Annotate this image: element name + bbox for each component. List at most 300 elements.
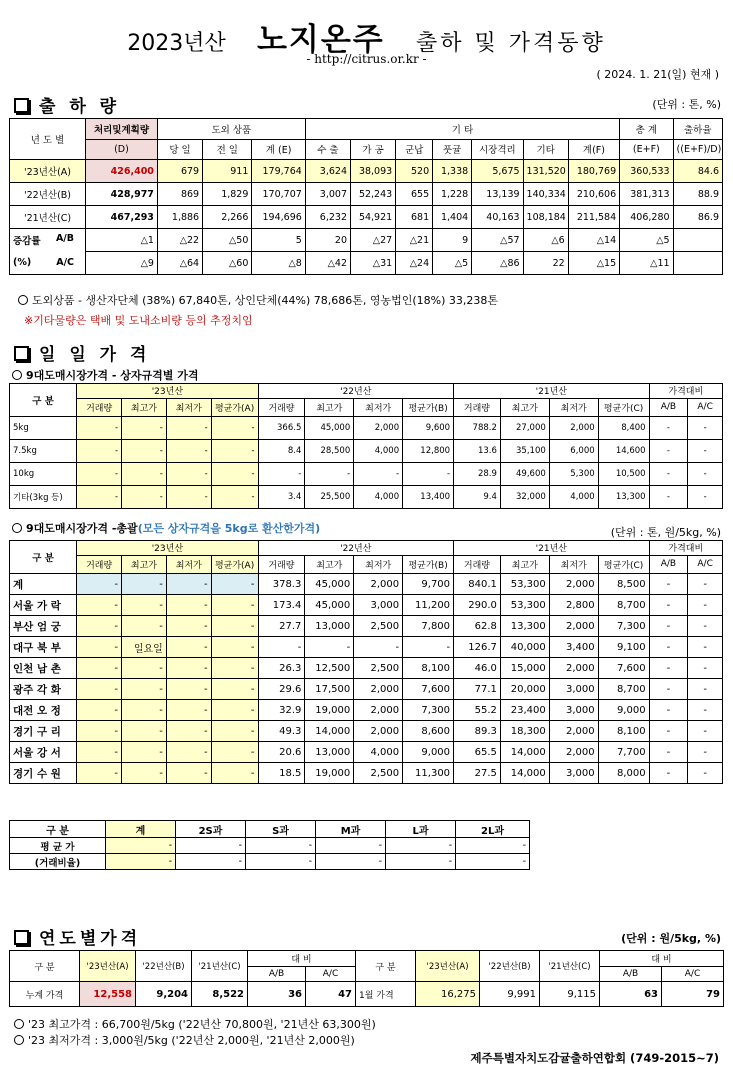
table-cell: - [316, 838, 386, 854]
col-year: '23년산(A) [80, 951, 136, 982]
table-cell: 27,000 [500, 417, 549, 440]
price-row [10, 679, 723, 700]
table-cell: 36 [248, 982, 306, 1007]
col-compare: 대 비 [600, 951, 724, 967]
table-cell: - [211, 721, 258, 742]
table-cell: 9,000 [598, 700, 649, 721]
table-cell: 1,228 [433, 183, 472, 206]
circle-bullet-icon [14, 1035, 24, 1045]
col-compare: 대 비 [248, 951, 356, 967]
table-cell: - [211, 440, 258, 463]
table-cell: △21 [396, 229, 433, 252]
table-cell: - [211, 658, 258, 679]
col-sub-header: 당 일 [157, 139, 202, 160]
table-cell: 8.4 [258, 440, 305, 463]
col-year: '21년산(C) [540, 951, 600, 982]
table-cell: - [77, 616, 122, 637]
table-cell: 2,800 [549, 595, 598, 616]
table-cell: 2,000 [549, 742, 598, 763]
header-row [10, 384, 723, 399]
table-cell: 28.9 [454, 463, 501, 486]
table-cell: 2,000 [354, 417, 403, 440]
col-grade: S과 [246, 821, 316, 838]
table-cell: 681 [396, 206, 433, 229]
table-cell: 12,500 [305, 658, 354, 679]
annual-row [10, 982, 724, 1007]
table-cell: - [211, 679, 258, 700]
table-cell: 11,300 [403, 763, 454, 784]
table-cell: 3.4 [258, 486, 305, 509]
table-cell: 2,000 [354, 721, 403, 742]
table-cell: 32.9 [258, 700, 305, 721]
table-cell: 428,977 [86, 183, 158, 206]
table-cell: 13,300 [598, 486, 649, 509]
table-cell: - [649, 616, 688, 637]
table-cell: 140,334 [523, 183, 568, 206]
col-year: 년 도 별 [10, 119, 86, 160]
table-cell: 2,500 [354, 658, 403, 679]
table-cell [673, 252, 722, 275]
table-cell: - [122, 595, 167, 616]
table-cell: 12,800 [403, 440, 454, 463]
shipment-row [10, 206, 723, 229]
col-grade: 2L과 [456, 821, 530, 838]
table-cell: 13,000 [305, 616, 354, 637]
table-cell: - [688, 417, 723, 440]
table-cell: △50 [203, 229, 252, 252]
table-cell: - [122, 616, 167, 637]
col-total: 총 계 [620, 119, 673, 140]
table-cell: 20,000 [500, 679, 549, 700]
table-cell: 8,600 [403, 721, 454, 742]
col-year-group: '22년산 [258, 541, 454, 556]
table-cell: - [649, 417, 688, 440]
table-cell: 79 [662, 982, 724, 1007]
table-cell: △64 [157, 252, 202, 275]
table-cell: △8 [252, 252, 305, 275]
row-label: 평 균 가 [10, 838, 106, 854]
table-cell: 5 [252, 229, 305, 252]
spec-table-title: 9대도매시장가격 - 상자규격별 가격 [12, 367, 198, 383]
table-cell: △1 [86, 229, 158, 252]
table-cell: 9,100 [598, 637, 649, 658]
table-cell: - [77, 463, 122, 486]
row-label: 부산 엄 궁 [10, 616, 77, 637]
table-cell: 5,300 [549, 463, 598, 486]
table-cell: 7,800 [403, 616, 454, 637]
price-row [10, 721, 723, 742]
table-cell: - [77, 486, 122, 509]
col-year-group: '21년산 [454, 541, 650, 556]
col-gubun: 구 분 [10, 951, 80, 982]
annual-note-max: '23 최고가격 : 66,700원/5kg ('22년산 70,800원, '21년산 63,300원) [14, 1016, 376, 1032]
col-sub-header: A/B [649, 398, 688, 416]
table-cell: - [106, 854, 176, 870]
table-cell: - [649, 637, 688, 658]
row-label: 경기 수 원 [10, 763, 77, 784]
table-cell: - [688, 742, 723, 763]
table-cell: - [166, 742, 211, 763]
col-sub-header: 군납 [396, 139, 433, 160]
table-cell: 360,533 [620, 160, 673, 183]
col-sub-header: 평균가(B) [403, 555, 454, 573]
table-cell: △57 [472, 229, 523, 252]
header-row [10, 398, 723, 416]
change-label: 증감률 [13, 236, 41, 248]
table-cell: △5 [433, 252, 472, 275]
col-year: '22년산(B) [480, 951, 540, 982]
row-label: 누계 가격 [10, 982, 80, 1007]
col-sub-header: 거래량 [258, 398, 305, 416]
price-row [10, 595, 723, 616]
col-sub-header: 최고가 [305, 555, 354, 573]
col-sub-header: 거래량 [454, 398, 501, 416]
col-sub-header: 최저가 [166, 555, 211, 573]
col-outside: 도외 상품 [157, 119, 305, 140]
market-table-title-note: (모든 상자규격을 5kg로 환산한가격) [137, 522, 321, 535]
table-cell: - [649, 700, 688, 721]
col-total-ef: (E+F) [620, 139, 673, 160]
table-cell: 22 [523, 252, 568, 275]
change-pct [10, 252, 86, 275]
col-sub-header: 계(F) [568, 139, 619, 160]
row-label: 계 [10, 574, 77, 595]
shipment-unit: (단위 : 톤, %) [652, 98, 721, 111]
table-cell: 6,232 [305, 206, 350, 229]
col-year: '22년산(B) [136, 951, 192, 982]
table-cell: 63 [600, 982, 662, 1007]
table-cell: 2,000 [549, 417, 598, 440]
market-unit: (단위 : 톤, 원/5kg, %) [610, 526, 721, 539]
col-sub-header: 거래량 [454, 555, 501, 573]
col-plan: 처리및계획량 [86, 119, 158, 140]
col-year-group: '23년산 [77, 541, 258, 556]
header-row [10, 555, 723, 573]
table-cell: 8,522 [192, 982, 248, 1007]
table-cell: 2,000 [549, 721, 598, 742]
table-cell: - [688, 637, 723, 658]
table-cell: - [649, 658, 688, 679]
sub-title: 출하 및 가격동향 [415, 31, 606, 56]
col-year-group: '21년산 [454, 384, 650, 399]
col-sub-header: 최고가 [305, 398, 354, 416]
table-cell: 28,500 [305, 440, 354, 463]
col-grade: L과 [386, 821, 456, 838]
table-cell: 12,558 [80, 982, 136, 1007]
table-cell: - [77, 595, 122, 616]
shipment-row [10, 160, 723, 183]
table-cell: 2,000 [354, 679, 403, 700]
table-cell: 467,293 [86, 206, 158, 229]
table-cell: 40,163 [472, 206, 523, 229]
col-sub-header: A/B [649, 555, 688, 573]
checkbox-icon [14, 346, 29, 361]
table-cell: - [403, 463, 454, 486]
table-cell: - [649, 721, 688, 742]
col-gubun: 구 분 [356, 951, 416, 982]
table-cell: 25,500 [305, 486, 354, 509]
table-cell: - [688, 595, 723, 616]
table-cell: 13.6 [454, 440, 501, 463]
price-row [10, 700, 723, 721]
col-sub-header: A/B [248, 966, 306, 982]
table-cell: 11,200 [403, 595, 454, 616]
table-cell: 14,000 [500, 742, 549, 763]
price-row [10, 463, 723, 486]
col-sub-header: 최고가 [500, 555, 549, 573]
price-row [10, 440, 723, 463]
table-cell: 9,204 [136, 982, 192, 1007]
table-cell: 45,000 [305, 417, 354, 440]
shipment-row [10, 183, 723, 206]
table-cell: - [688, 574, 723, 595]
grade-price-table [9, 820, 530, 870]
table-cell: 84.6 [673, 160, 722, 183]
table-cell: - [122, 742, 167, 763]
col-grade: 계 [106, 821, 176, 838]
table-cell: - [122, 486, 167, 509]
table-cell: - [122, 763, 167, 784]
table-cell: - [122, 417, 167, 440]
table-cell: 45,000 [305, 595, 354, 616]
price-row [10, 486, 723, 509]
row-label: 대구 북 부 [10, 637, 77, 658]
table-cell: 18,300 [500, 721, 549, 742]
table-cell: 26.3 [258, 658, 305, 679]
table-cell: - [166, 486, 211, 509]
table-cell: - [688, 721, 723, 742]
table-cell: 426,400 [86, 160, 158, 183]
price-row [10, 417, 723, 440]
table-cell: 2,266 [203, 206, 252, 229]
table-cell: - [176, 854, 246, 870]
shipment-section-title: 출 하 량 [14, 92, 120, 117]
table-cell: - [122, 574, 167, 595]
table-cell: 18.5 [258, 763, 305, 784]
table-cell: - [354, 463, 403, 486]
table-cell: - [77, 763, 122, 784]
table-cell: - [688, 679, 723, 700]
row-label: 인천 남 촌 [10, 658, 77, 679]
table-cell: - [258, 463, 305, 486]
table-cell: 45,000 [305, 574, 354, 595]
table-cell: 13,400 [403, 486, 454, 509]
table-cell: 3,000 [549, 700, 598, 721]
table-cell: 7,700 [598, 742, 649, 763]
table-cell: - [122, 658, 167, 679]
table-cell: 1,886 [157, 206, 202, 229]
price-row [10, 616, 723, 637]
circle-bullet-icon [12, 370, 22, 380]
col-compare: 가격대비 [649, 541, 722, 556]
table-cell: - [77, 721, 122, 742]
table-cell: - [211, 463, 258, 486]
col-year-group: '22년산 [258, 384, 454, 399]
annual-unit: (단위 : 원/5kg, %) [621, 932, 721, 945]
table-cell: 788.2 [454, 417, 501, 440]
col-gubun: 구 분 [10, 384, 77, 417]
change-row-label: A/C [56, 257, 75, 269]
table-cell: 679 [157, 160, 202, 183]
table-cell: - [649, 763, 688, 784]
row-label: (거래비율) [10, 854, 106, 870]
table-cell: - [649, 463, 688, 486]
table-cell: 3,007 [305, 183, 350, 206]
annual-price-table [9, 950, 724, 1007]
table-cell: - [166, 679, 211, 700]
table-cell: △86 [472, 252, 523, 275]
table-cell: 2,000 [354, 574, 403, 595]
table-cell: 9,700 [403, 574, 454, 595]
table-cell: △9 [86, 252, 158, 275]
col-sub-header: A/B [600, 966, 662, 982]
price-row [10, 658, 723, 679]
table-cell: 15,000 [500, 658, 549, 679]
col-year: '21년산(C) [192, 951, 248, 982]
table-cell: 2,000 [549, 574, 598, 595]
table-cell: - [166, 637, 211, 658]
table-cell: - [77, 637, 122, 658]
table-cell: 6,000 [549, 440, 598, 463]
table-cell: 53,300 [500, 595, 549, 616]
site-url[interactable]: - http://citrus.or.kr - [306, 52, 427, 66]
table-cell: 38,093 [351, 160, 396, 183]
table-cell: - [77, 742, 122, 763]
table-cell: - [166, 595, 211, 616]
table-cell: △60 [203, 252, 252, 275]
col-sub-header: 평균가(A) [211, 398, 258, 416]
table-cell: 14,600 [598, 440, 649, 463]
table-cell: 170,707 [252, 183, 305, 206]
table-cell: 1,404 [433, 206, 472, 229]
table-cell: - [688, 440, 723, 463]
row-label: 서울 강 서 [10, 742, 77, 763]
table-cell: - [649, 486, 688, 509]
table-cell: 3,000 [549, 679, 598, 700]
col-sub-header: 전 일 [203, 139, 252, 160]
change-row-label: A/B [55, 233, 75, 245]
table-cell: 126.7 [454, 637, 501, 658]
table-cell: - [456, 854, 530, 870]
table-cell: 13,000 [305, 742, 354, 763]
col-sub-header: A/C [662, 966, 724, 982]
table-cell: 9 [433, 229, 472, 252]
table-cell: - [166, 440, 211, 463]
table-cell: - [166, 721, 211, 742]
table-cell: 173.4 [258, 595, 305, 616]
table-cell: 9,600 [403, 417, 454, 440]
table-cell: - [649, 595, 688, 616]
table-cell: 일요일 [122, 637, 167, 658]
table-cell: 840.1 [454, 574, 501, 595]
table-cell: 86.9 [673, 206, 722, 229]
table-cell: 9,991 [480, 982, 540, 1007]
table-cell: 8,100 [598, 721, 649, 742]
table-cell: 8,700 [598, 679, 649, 700]
table-cell: 52,243 [351, 183, 396, 206]
col-sub-header: 최저가 [549, 398, 598, 416]
table-cell: 8,700 [598, 595, 649, 616]
table-cell: - [386, 838, 456, 854]
table-cell: 54,921 [351, 206, 396, 229]
spec-price-table [9, 383, 723, 509]
price-row [10, 763, 723, 784]
table-cell: 77.1 [454, 679, 501, 700]
table-cell: △31 [351, 252, 396, 275]
table-cell: - [166, 463, 211, 486]
table-cell: 131,520 [523, 160, 568, 183]
table-cell: 55.2 [454, 700, 501, 721]
table-cell: - [77, 440, 122, 463]
row-year: '23년산(A) [10, 160, 86, 183]
col-rate-f: ((E+F)/D) [673, 139, 722, 160]
table-cell: - [211, 742, 258, 763]
table-cell: 19,000 [305, 700, 354, 721]
table-cell: - [211, 616, 258, 637]
table-cell: 46.0 [454, 658, 501, 679]
annual-section-title: 연도별가격 [14, 924, 141, 949]
table-cell: 8,100 [403, 658, 454, 679]
price-row [10, 742, 723, 763]
col-grade: M과 [316, 821, 386, 838]
table-cell: 108,184 [523, 206, 568, 229]
table-cell: 23,400 [500, 700, 549, 721]
shipment-table [9, 118, 723, 275]
table-cell: 194,696 [252, 206, 305, 229]
table-cell: 8,000 [598, 763, 649, 784]
table-cell: - [211, 763, 258, 784]
row-year: '22년산(B) [10, 183, 86, 206]
table-cell: 4,000 [354, 742, 403, 763]
circle-bullet-icon [18, 295, 28, 305]
table-cell: - [246, 854, 316, 870]
col-sub-header: 최저가 [354, 398, 403, 416]
table-cell: 17,500 [305, 679, 354, 700]
table-cell: - [305, 637, 354, 658]
table-cell: 366.5 [258, 417, 305, 440]
table-cell: - [688, 463, 723, 486]
checkbox-icon [14, 98, 29, 113]
row-label: 기타(3kg 등) [10, 486, 77, 509]
table-cell: - [122, 679, 167, 700]
year-label: 2023년산 [127, 31, 226, 56]
table-cell: 3,400 [549, 637, 598, 658]
circle-bullet-icon [14, 1019, 24, 1029]
row-year: '21년산(C) [10, 206, 86, 229]
col-rate: 출하율 [673, 119, 722, 140]
table-cell: - [649, 742, 688, 763]
table-cell: - [122, 440, 167, 463]
table-cell: - [77, 417, 122, 440]
table-cell: - [211, 700, 258, 721]
row-label: 10kg [10, 463, 77, 486]
table-cell: - [246, 838, 316, 854]
price-row [10, 574, 723, 595]
col-sub-header: 기타 [523, 139, 568, 160]
change-pct: (%) [13, 257, 32, 269]
table-cell: - [211, 417, 258, 440]
col-grade: 2S과 [176, 821, 246, 838]
col-year-group: '23년산 [77, 384, 258, 399]
table-cell: 2,500 [354, 616, 403, 637]
col-other: 기 타 [305, 119, 619, 140]
circle-bullet-icon [12, 523, 22, 533]
col-grade: 구 분 [10, 821, 106, 838]
table-cell [673, 229, 722, 252]
table-cell: - [77, 700, 122, 721]
table-cell: - [688, 700, 723, 721]
table-cell: - [649, 574, 688, 595]
